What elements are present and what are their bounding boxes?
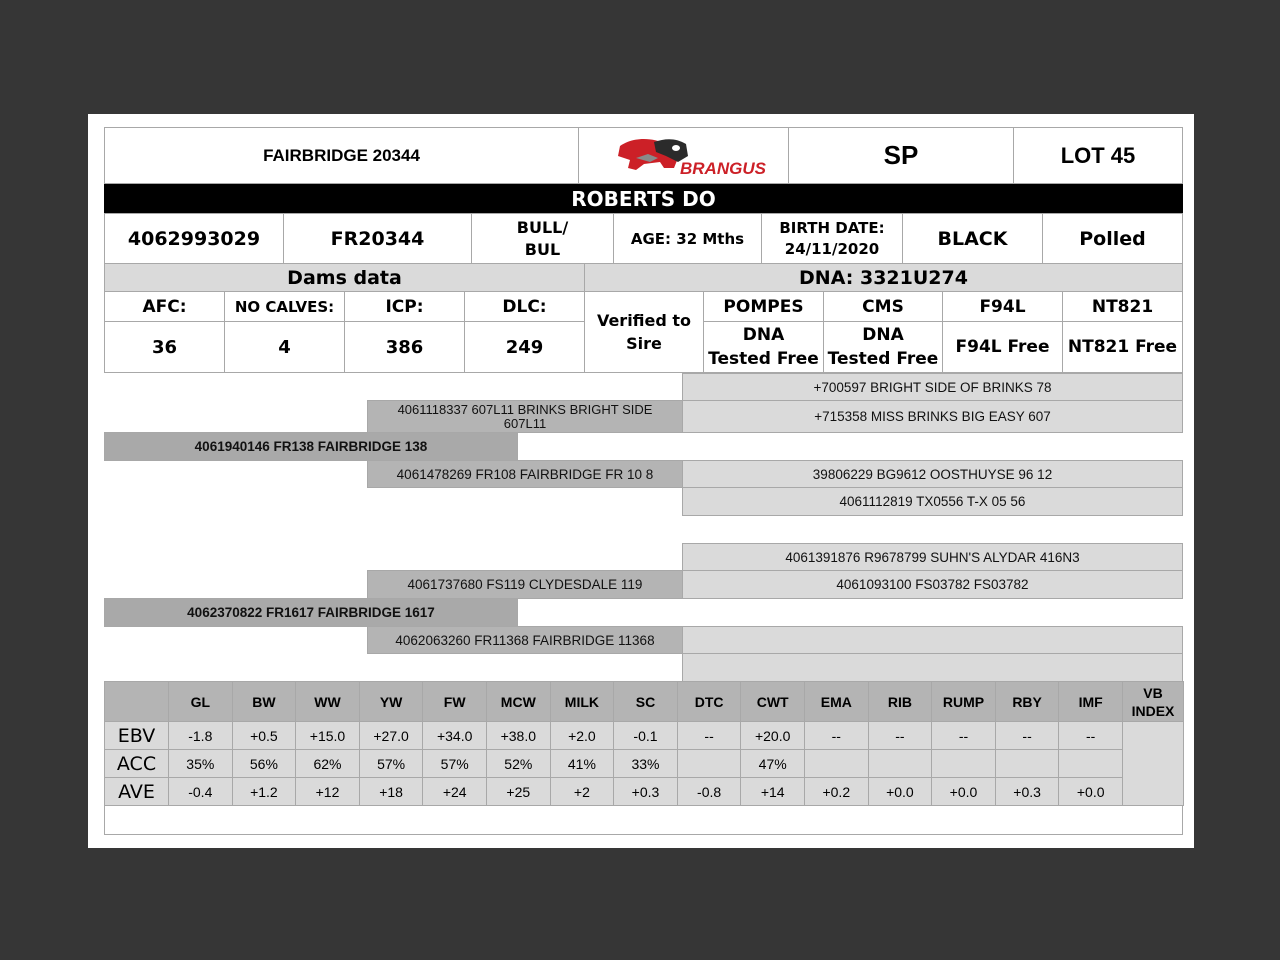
dams-data-title: Dams data <box>104 263 585 292</box>
dna-value-cms <box>823 321 943 373</box>
pedigree-sire-sire-dam: +715358 MISS BRINKS BIG EASY 607 <box>682 400 1183 433</box>
ebv-value-cell: -1.8 <box>168 721 233 750</box>
lot-number: LOT 45 <box>1013 127 1183 184</box>
vb-index-value <box>1122 721 1184 806</box>
age: AGE: 32 Mths <box>613 213 762 264</box>
ebv-value-cell: +15.0 <box>295 721 360 750</box>
ebv-value-cell: 47% <box>740 749 805 778</box>
ebv-header-fw: FW <box>422 681 487 722</box>
ebv-value-cell: 57% <box>422 749 487 778</box>
ebv-value-cell: +38.0 <box>486 721 551 750</box>
ebv-header-dtc: DTC <box>677 681 742 722</box>
ebv-value-cell: +34.0 <box>422 721 487 750</box>
sex-line-2: BUL <box>524 239 561 259</box>
pedigree-dam: 4062370822 FR1617 FAIRBRIDGE 1617 <box>104 598 518 627</box>
ebv-value-cell: -- <box>677 721 742 750</box>
birth-date-value: 24/11/2020 <box>784 239 880 258</box>
ebv-value-cell: +0.2 <box>804 777 869 806</box>
ebv-row-label-acc: ACC <box>104 749 169 778</box>
dna-value-nt821: NT821 Free <box>1062 321 1183 373</box>
pedigree-dam-sire-dam: 4061093100 FS03782 FS03782 <box>682 570 1183 599</box>
dna-header-nt821: NT821 <box>1062 291 1183 322</box>
ebv-value-cell <box>868 749 933 778</box>
pedigree-sire-dam-dam: 4061112819 TX0556 T-X 05 56 <box>682 487 1183 516</box>
ebv-header-ema: EMA <box>804 681 869 722</box>
ebv-value-cell: +18 <box>359 777 424 806</box>
ebv-value-cell: 52% <box>486 749 551 778</box>
ebv-value-cell: +27.0 <box>359 721 424 750</box>
dna-value-pompes <box>703 321 824 373</box>
dams-header-icp: ICP: <box>344 291 465 322</box>
verified-line-2: Sire <box>626 334 662 353</box>
ebv-value-cell: +0.5 <box>232 721 297 750</box>
dams-value-dlc: 249 <box>464 321 585 373</box>
pedigree-dam-dam-sire <box>682 626 1183 654</box>
colour: BLACK <box>902 213 1043 264</box>
ebv-value-cell: +0.3 <box>995 777 1060 806</box>
ebv-value-cell: 41% <box>550 749 615 778</box>
ebv-header-cwt: CWT <box>740 681 805 722</box>
birth-date-label: BIRTH DATE: <box>779 218 885 237</box>
sex <box>471 213 614 264</box>
ebv-value-cell: +24 <box>422 777 487 806</box>
ebv-value-cell: -- <box>804 721 869 750</box>
birth-date <box>761 213 903 264</box>
sale-card <box>88 114 1194 848</box>
ebv-value-cell <box>931 749 996 778</box>
ebv-header-sc: SC <box>613 681 678 722</box>
pedigree-sire-dam-sire: 39806229 BG9612 OOSTHUYSE 96 12 <box>682 460 1183 488</box>
ebv-value-cell: 62% <box>295 749 360 778</box>
brangus-logo <box>578 127 789 184</box>
dams-header-calves: NO CALVES: <box>224 291 345 322</box>
ebv-value-cell: -- <box>931 721 996 750</box>
ebv-value-cell: +0.0 <box>1058 777 1123 806</box>
ebv-value-cell <box>1058 749 1123 778</box>
dna-value-line: Tested Free <box>708 349 819 369</box>
ebv-value-cell: -- <box>995 721 1060 750</box>
dna-value-f94l: F94L Free <box>942 321 1063 373</box>
pedigree-dam-dam: 4062063260 FR11368 FAIRBRIDGE 11368 <box>367 626 683 654</box>
ebv-value-cell: +14 <box>740 777 805 806</box>
ebv-value-cell: +12 <box>295 777 360 806</box>
grade: SP <box>788 127 1014 184</box>
ebv-header-rump: RUMP <box>931 681 996 722</box>
verified-to-sire <box>584 291 704 373</box>
ebv-value-cell: +25 <box>486 777 551 806</box>
dams-header-dlc: DLC: <box>464 291 585 322</box>
owner-bar: ROBERTS DO <box>104 184 1183 213</box>
ebv-value-cell: +0.0 <box>931 777 996 806</box>
ebv-value-cell: +0.0 <box>868 777 933 806</box>
bull-icon <box>614 134 766 178</box>
animal-name: FAIRBRIDGE 20344 <box>104 127 579 184</box>
ebv-header-yw: YW <box>359 681 424 722</box>
ebv-value-cell: 57% <box>359 749 424 778</box>
ebv-header-bw: BW <box>232 681 297 722</box>
horn-status: Polled <box>1042 213 1183 264</box>
dna-title: DNA: 3321U274 <box>584 263 1183 292</box>
pedigree-dam-sire-sire: 4061391876 R9678799 SUHN'S ALYDAR 416N3 <box>682 543 1183 571</box>
ebv-row-label-ave: AVE <box>104 777 169 806</box>
ebv-value-cell: +0.3 <box>613 777 678 806</box>
ebv-header-corner <box>104 681 169 722</box>
dna-header-cms: CMS <box>823 291 943 322</box>
ebv-value-cell: +20.0 <box>740 721 805 750</box>
ebv-value-cell: -- <box>1058 721 1123 750</box>
pedigree-dam-dam-dam <box>682 653 1183 682</box>
dna-value-line: DNA <box>742 325 785 345</box>
ebv-header-rby: RBY <box>995 681 1060 722</box>
ebv-header-mcw: MCW <box>486 681 551 722</box>
ebv-header-ww: WW <box>295 681 360 722</box>
dna-value-line: Tested Free <box>827 349 939 369</box>
ebv-header-milk: MILK <box>550 681 615 722</box>
pedigree-dam-sire: 4061737680 FS119 CLYDESDALE 119 <box>367 570 683 599</box>
ebv-header-vb-index <box>1122 681 1184 722</box>
ebv-footer-row <box>104 805 1183 835</box>
ebv-value-cell: 56% <box>232 749 297 778</box>
dams-value-afc: 36 <box>104 321 225 373</box>
ebv-value-cell <box>804 749 869 778</box>
ebv-value-cell: +2 <box>550 777 615 806</box>
ebv-value-cell: -0.1 <box>613 721 678 750</box>
pedigree-sire: 4061940146 FR138 FAIRBRIDGE 138 <box>104 432 518 461</box>
ebv-value-cell: -0.4 <box>168 777 233 806</box>
ebv-value-cell: 35% <box>168 749 233 778</box>
ebv-value-cell: -0.8 <box>677 777 742 806</box>
pedigree-sire-dam: 4061478269 FR108 FAIRBRIDGE FR 10 8 <box>367 460 683 488</box>
ebv-value-cell <box>995 749 1060 778</box>
dams-value-calves: 4 <box>224 321 345 373</box>
ebv-value-cell: +1.2 <box>232 777 297 806</box>
pedigree-sire-sire-sire: +700597 BRIGHT SIDE OF BRINKS 78 <box>682 373 1183 401</box>
ebv-header-imf: IMF <box>1058 681 1123 722</box>
svg-text:BRANGUS: BRANGUS <box>679 158 766 178</box>
ebv-header-gl: GL <box>168 681 233 722</box>
dna-header-f94l: F94L <box>942 291 1063 322</box>
sex-line-1: BULL/ <box>516 217 569 237</box>
dams-value-icp: 386 <box>344 321 465 373</box>
ebv-value-cell <box>677 749 742 778</box>
verified-line-1: Verified to <box>596 311 692 330</box>
vb-index-label: INDEX <box>1131 702 1175 719</box>
animal-id: 4062993029 <box>104 213 284 264</box>
ebv-row-label-ebv: EBV <box>104 721 169 750</box>
dna-value-line: DNA <box>862 325 904 345</box>
pedigree-sire-sire: 4061118337 607L11 BRINKS BRIGHT SIDE 607L11 <box>367 400 683 433</box>
ebv-value-cell: -- <box>868 721 933 750</box>
ebv-value-cell: 33% <box>613 749 678 778</box>
vb-index-label: VB <box>1143 684 1163 701</box>
herd-code: FR20344 <box>283 213 472 264</box>
dna-header-pompes: POMPES <box>703 291 824 322</box>
ebv-value-cell: +2.0 <box>550 721 615 750</box>
ebv-header-rib: RIB <box>868 681 933 722</box>
dams-header-afc: AFC: <box>104 291 225 322</box>
